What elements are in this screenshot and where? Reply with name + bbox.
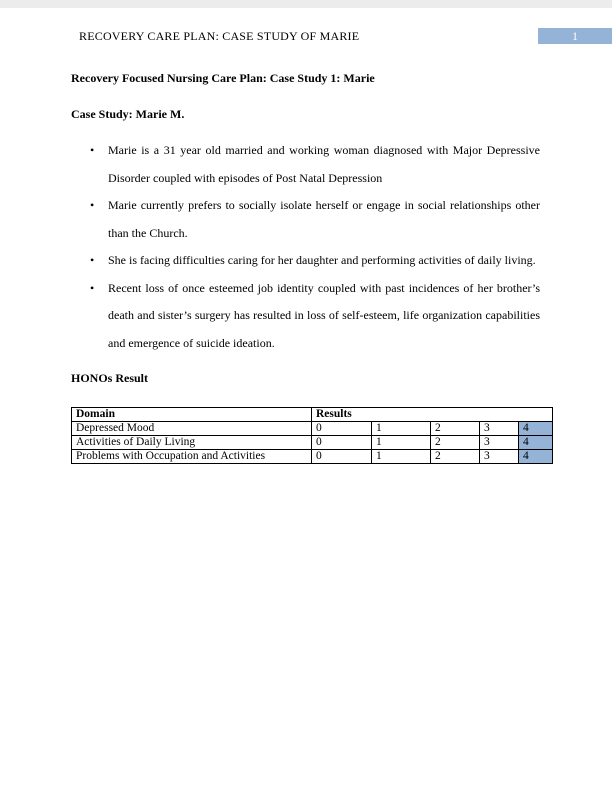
table-header-row bbox=[72, 408, 553, 422]
score-cell: 3 bbox=[480, 436, 519, 450]
bullet-marker-icon: • bbox=[90, 280, 95, 295]
page-top-edge bbox=[0, 0, 612, 8]
score-cell: 4 bbox=[519, 450, 553, 464]
score-cell: 4 bbox=[519, 436, 553, 450]
results-header-cell: Results bbox=[312, 408, 553, 422]
bullet-list bbox=[90, 137, 540, 357]
bullet-item bbox=[90, 137, 540, 192]
case-study-subtitle: Case Study: Marie M. bbox=[71, 107, 185, 121]
score-cell: 1 bbox=[372, 422, 431, 436]
table-row bbox=[72, 436, 553, 450]
score-cell: 4 bbox=[519, 422, 553, 436]
bullet-item bbox=[90, 192, 540, 247]
score-cell: 0 bbox=[312, 436, 372, 450]
score-cell: 3 bbox=[480, 422, 519, 436]
bullet-marker-icon: • bbox=[90, 143, 95, 157]
bullet-text: Marie currently prefers to socially isolate herself or engage in social relationships other than the Church. bbox=[108, 198, 540, 240]
running-head: RECOVERY CARE PLAN: CASE STUDY OF MARIE bbox=[79, 29, 360, 43]
domain-cell: Activities of Daily Living bbox=[72, 436, 312, 450]
score-cell: 2 bbox=[431, 450, 480, 464]
page-number: 1 bbox=[572, 28, 578, 43]
score-cell: 0 bbox=[312, 422, 372, 436]
page-number-badge bbox=[538, 28, 612, 44]
section-heading-honos: HONOs Result bbox=[71, 371, 149, 385]
document-title: Recovery Focused Nursing Care Plan: Case Study 1: Marie bbox=[71, 71, 375, 85]
score-cell: 1 bbox=[372, 436, 431, 450]
honos-table bbox=[71, 407, 553, 464]
score-cell: 0 bbox=[312, 450, 372, 464]
bullet-text: Marie is a 31 year old married and working woman diagnosed with Major Depressive Disorder coupled with episodes of Post Natal Depression bbox=[108, 143, 540, 185]
domain-cell: Problems with Occupation and Activities bbox=[72, 450, 312, 464]
table-row bbox=[72, 450, 553, 464]
domain-header-cell: Domain bbox=[72, 408, 312, 422]
bullet-marker-icon: • bbox=[90, 253, 95, 267]
score-cell: 2 bbox=[431, 422, 480, 436]
bullet-item bbox=[90, 247, 540, 275]
bullet-text: Recent loss of once esteemed job identity coupled with past incidences of her brother’s death and sister’s surgery has resulted in loss of self-esteem, life organization capabilities and emergence of suicide ideation. bbox=[108, 280, 540, 350]
bullet-item bbox=[90, 275, 540, 358]
domain-cell: Depressed Mood bbox=[72, 422, 312, 436]
bullet-marker-icon: • bbox=[90, 198, 95, 212]
score-cell: 3 bbox=[480, 450, 519, 464]
table-row bbox=[72, 422, 553, 436]
score-cell: 2 bbox=[431, 436, 480, 450]
bullet-text: She is facing difficulties caring for her daughter and performing activities of daily living. bbox=[108, 253, 536, 267]
score-cell: 1 bbox=[372, 450, 431, 464]
